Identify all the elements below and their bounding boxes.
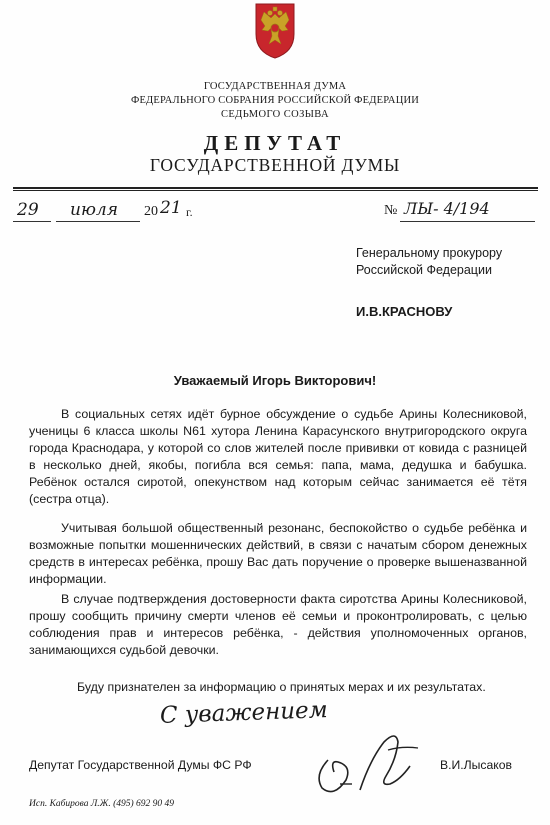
addressee-line2: Российской Федерации [356,263,492,277]
letterhead-subtitle: ГОСУДАРСТВЕННОЙ ДУМЫ [149,155,401,175]
addressee-name: И.В.КРАСНОВУ [356,304,453,319]
body-paragraph-4: Буду признателен за информацию о принятых мерах и их результатах. [77,680,486,694]
signer-name: В.И.Лысаков [440,758,513,772]
number-mark: № [384,203,398,218]
header-divider [13,187,538,189]
coat-of-arms-icon [250,0,300,60]
executor-contact: Исп. Кабирова Л.Ж. (495) 692 90 49 [29,799,175,809]
date-day: 29 [17,200,39,220]
salutation: Уважаемый Игорь Викторович! [173,373,377,388]
date-month: июля [70,200,118,220]
date-year-prefix: 20 [144,204,158,219]
date-month-underline [56,221,140,222]
date-year-suffix: 21 [160,198,182,218]
body-paragraph-1: В социальных сетях идёт бурное обсуждение о судьбе Арины Колесниковой, ученицы 6 класса школы N61 хутора Ленина Карасунского внутригородского округа города Краснодара, у которой со слов жителей после прививки от ковида с разницей в несколько дней, якобы, погибла вся семья: папа, мама, дедушка и бабушка. Ребёнок остался сиротой, опекунством над которым сейчас занимается её тётя (сестра отца). [29,407,527,506]
letterhead-title: ДЕПУТАТ [203,131,347,155]
header-divider-thin [13,190,538,191]
org-name-line2: ФЕДЕРАЛЬНОГО СОБРАНИЯ РОССИЙСКОЙ ФЕДЕРАЦИИ [130,95,420,106]
date-day-underline [13,221,51,222]
signer-position: Депутат Государственной Думы ФС РФ [29,758,252,772]
signature-icon [300,720,450,800]
regards-handwritten: С уважением [159,697,329,729]
date-year-mark: г. [186,205,193,219]
outgoing-number: ЛЫ- 4/194 [404,199,490,218]
convocation-line: СЕДЬМОГО СОЗЫВА [220,109,330,120]
number-underline [400,221,535,222]
org-name-line1: ГОСУДАРСТВЕННАЯ ДУМА [203,81,347,92]
addressee-line1: Генеральному прокурору [356,246,503,260]
body-paragraph-3: В случае подтверждения достоверности факта сиротства Арины Колесниковой, прошу сообщить причину смерти членов её семьи и проконтролировать, с целью соблюдения прав и интересов ребёнка, - действия уполномоченных органов, занимающихся судьбой девочки. [29,592,527,657]
body-paragraph-2: Учитывая большой общественный резонанс, беспокойство о судьбе ребёнка и возможные попытки мошеннических действий, в связи с начатым сбором денежных средств в интересах ребёнка, прошу Вас дать поручение о проверке вышеназванной информации. [29,521,527,586]
